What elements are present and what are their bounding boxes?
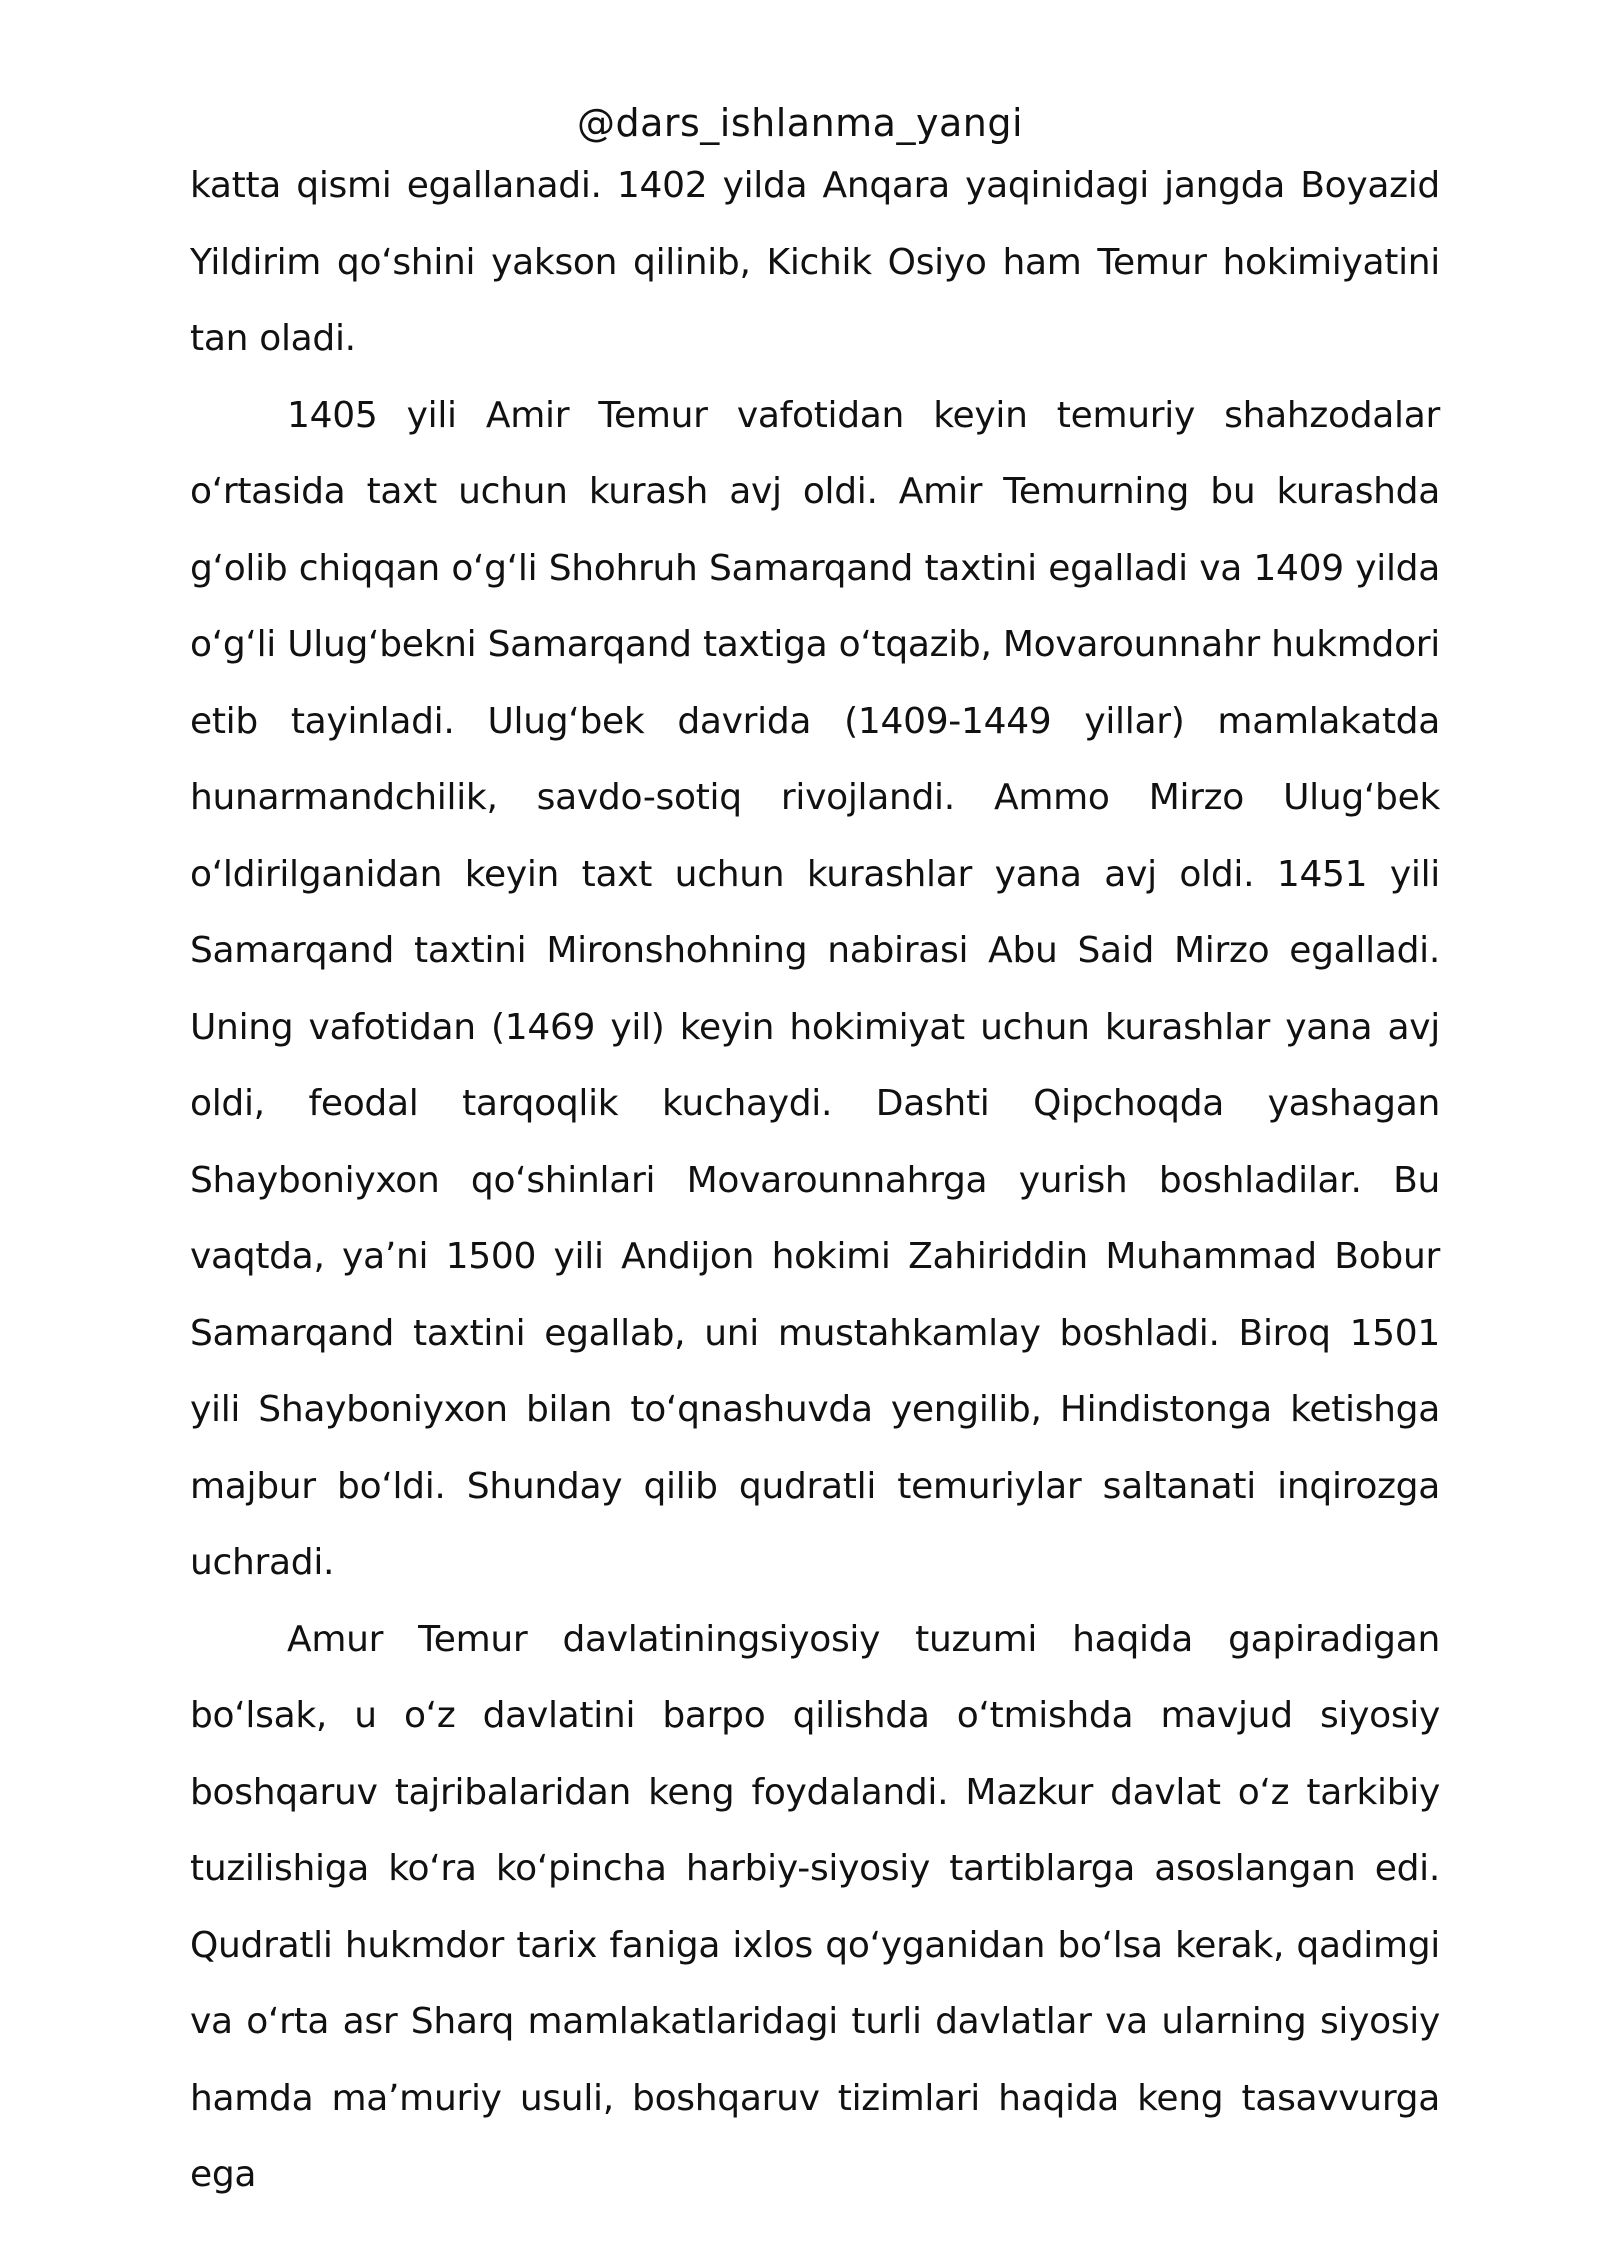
- page-header-watermark: @dars_ishlanma_yangi: [576, 101, 1024, 145]
- document-body: [190, 148, 1440, 2214]
- paragraph-continuation: katta qismi egallanadi. 1402 yilda Anqara yaqinidagi jangda Boyazid Yildirim qo‘shini yakson qilinib, Kichik Osiyo ham Temur hokimiyatini tan oladi.: [190, 165, 1440, 359]
- paragraph-political-system: Amur Temur davlatiningsiyosiy tuzumi haqida gapiradigan bo‘lsak, u o‘z davlatini barpo qilishda o‘tmishda mavjud siyosiy boshqaruv tajribalaridan keng foydalandi. Mazkur davlat o‘z tarkibiy tuzilishiga ko‘ra ko‘pincha harbiy-siyosiy tartiblarga asoslangan edi. Qudratli hukmdor tarix faniga ixlos qo‘yganidan bo‘lsa kerak, qadimgi va o‘rta asr Sharq mamlakatlaridagi turli davlatlar va ularning siyosiy hamda ma’muriy usuli, boshqaruv tizimlari haqida keng tasavvurga ega: [190, 1618, 1440, 2195]
- paragraph-temurids-succession: 1405 yili Amir Temur vafotidan keyin temuriy shahzodalar o‘rtasida taxt uchun kurash avj oldi. Amir Temurning bu kurashda g‘olib chiqqan o‘g‘li Shohruh Samarqand taxtini egalladi va 1409 yilda o‘g‘li Ulug‘bekni Samarqand taxtiga o‘tqazib, Movarounnahr hukmdori etib tayinladi. Ulug‘bek davrida (1409-1449 yillar) mamlakatda hunarmandchilik, savdo-sotiq rivojlandi. Ammo Mirzo Ulug‘bek o‘ldirilganidan keyin taxt uchun kurashlar yana avj oldi. 1451 yili Samarqand taxtini Mironshohning nabirasi Abu Said Mirzo egalladi. Uning vafotidan (1469 yil) keyin hokimiyat uchun kurashlar yana avj oldi, feodal tarqoqlik kuchaydi. Dashti Qipchoqda yashagan Shayboniyxon qo‘shinlari Movarounnahrga yurish boshladilar. Bu vaqtda, ya’ni 1500 yili Andijon hokimi Zahiriddin Muhammad Bobur Samarqand taxtini egallab, uni mustahkamlay boshladi. Biroq 1501 yili Shayboniyxon bilan to‘qnashuvda yengilib, Hindistonga ketishga majbur bo‘ldi. Shunday qilib qudratli temuriylar saltanati inqirozga uchradi.: [190, 394, 1440, 1583]
